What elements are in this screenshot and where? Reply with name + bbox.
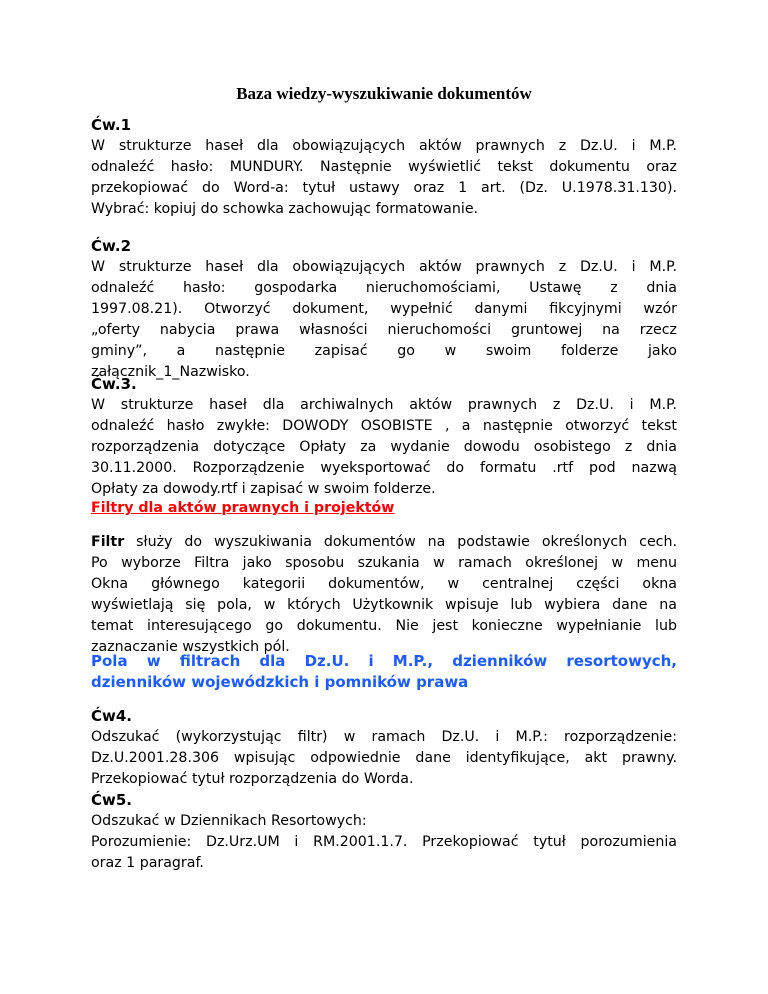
text-line: Opłaty za dowody.rtf i zapisać w swoim folderze. [91, 481, 436, 497]
text-line: Wybrać: kopiuj do schowka zachowując formatowanie. [91, 201, 479, 217]
text-line: temat interesującego go dokumentu. Nie jest konieczne wypełnianie lub [91, 618, 677, 634]
text-line [91, 532, 677, 553]
text-fragment: służy do wyszukiwania dokumentów na podstawie określonych cech. [124, 534, 677, 550]
exercise-5-text [91, 811, 677, 874]
text-line: W strukturze haseł dla obowiązujących aktów prawnych z Dz.U. i M.P. [91, 138, 677, 154]
document-title: Baza wiedzy-wyszukiwanie dokumentów [236, 84, 532, 103]
text-line: gminy”, a następnie zapisać go w swoim folderze jako [91, 343, 677, 359]
exercise-1-text [91, 136, 677, 220]
text-line: odnaleźć hasło zwykłe: DOWODY OSOBISTE , a następnie otworzyć tekst [91, 418, 677, 434]
text-line: Okna głównego kategorii dokumentów, w centralnej części okna [91, 576, 677, 592]
text-line: 30.11.2000. Rozporządzenie wyeksportować do formatu .rtf pod nazwą [91, 460, 677, 476]
exercise-5 [91, 790, 677, 874]
exercise-3-text [91, 395, 677, 500]
text-line: Porozumienie: Dz.Urz.UM i RM.2001.1.7. Przekopiować tytuł porozumienia [91, 834, 677, 850]
exercise-2-text [91, 257, 677, 383]
text-line: zaznaczanie wszystkich pól. [91, 639, 290, 655]
exercise-3-heading: Ćw.3. [91, 375, 137, 393]
text-line: W strukturze haseł dla obowiązujących aktów prawnych z Dz.U. i M.P. [91, 259, 677, 275]
text-line: Przekopiować tytuł rozporządzenia do Worda. [91, 771, 414, 787]
filters-section [91, 498, 677, 519]
exercise-2-heading: Ćw.2 [91, 237, 132, 255]
filter-keyword: Filtr [91, 534, 125, 550]
text-line: 1997.08.21). Otworzyć dokument, wypełnić danymi fikcyjnymi wzór [91, 301, 677, 317]
text-line: odnaleźć hasło: MUNDURY. Następnie wyświetlić tekst dokumentu oraz [91, 159, 677, 175]
text-line: oraz 1 paragraf. [91, 855, 204, 871]
exercise-3 [91, 374, 677, 500]
heading-line: Pola w filtrach dla Dz.U. i M.P., dzienników resortowych, [91, 652, 677, 670]
text-line: rozporządzenia dotyczące Opłaty za wydanie dowodu osobistego z dnia [91, 439, 677, 455]
exercise-4 [91, 706, 677, 790]
filters-paragraph [91, 532, 677, 658]
text-line: „oferty nabycia prawa własności nieruchomości gruntowej na rzecz [91, 322, 677, 338]
text-line: Odszukać w Dziennikach Resortowych: [91, 813, 367, 829]
text-line: Po wyborze Filtra jako sposobu szukania w ramach określonej w menu [91, 555, 677, 571]
filters-heading: Filtry dla aktów prawnych i projektów [91, 500, 395, 516]
filters-description [91, 532, 677, 658]
text-line: W strukturze haseł dla archiwalnych aktów prawnych z Dz.U. i M.P. [91, 397, 677, 413]
exercise-2 [91, 236, 677, 383]
text-line: załącznik_1_Nazwisko. [91, 364, 250, 380]
text-line: przekopiować do Word-a: tytuł ustawy oraz 1 art. (Dz. U.1978.31.130). [91, 180, 677, 196]
text-line: wyświetlają się pola, w których Użytkownik wpisuje lub wybiera dane na [91, 597, 677, 613]
fields-heading [91, 651, 677, 693]
heading-line: dzienników wojewódzkich i pomników prawa [91, 673, 469, 691]
exercise-1 [91, 115, 677, 220]
exercise-5-heading: Ćw5. [91, 791, 133, 809]
text-line: Dz.U.2001.28.306 wpisując odpowiednie dane identyfikujące, akt prawny. [91, 750, 677, 766]
exercise-1-heading: Ćw.1 [91, 116, 132, 134]
exercise-4-text [91, 727, 677, 790]
text-line: Odszukać (wykorzystując filtr) w ramach Dz.U. i M.P.: rozporządzenie: [91, 729, 677, 745]
text-line: odnaleźć hasło: gospodarka nieruchomościami, Ustawę z dnia [91, 280, 677, 296]
fields-section [91, 651, 677, 693]
exercise-4-heading: Ćw4. [91, 707, 133, 725]
